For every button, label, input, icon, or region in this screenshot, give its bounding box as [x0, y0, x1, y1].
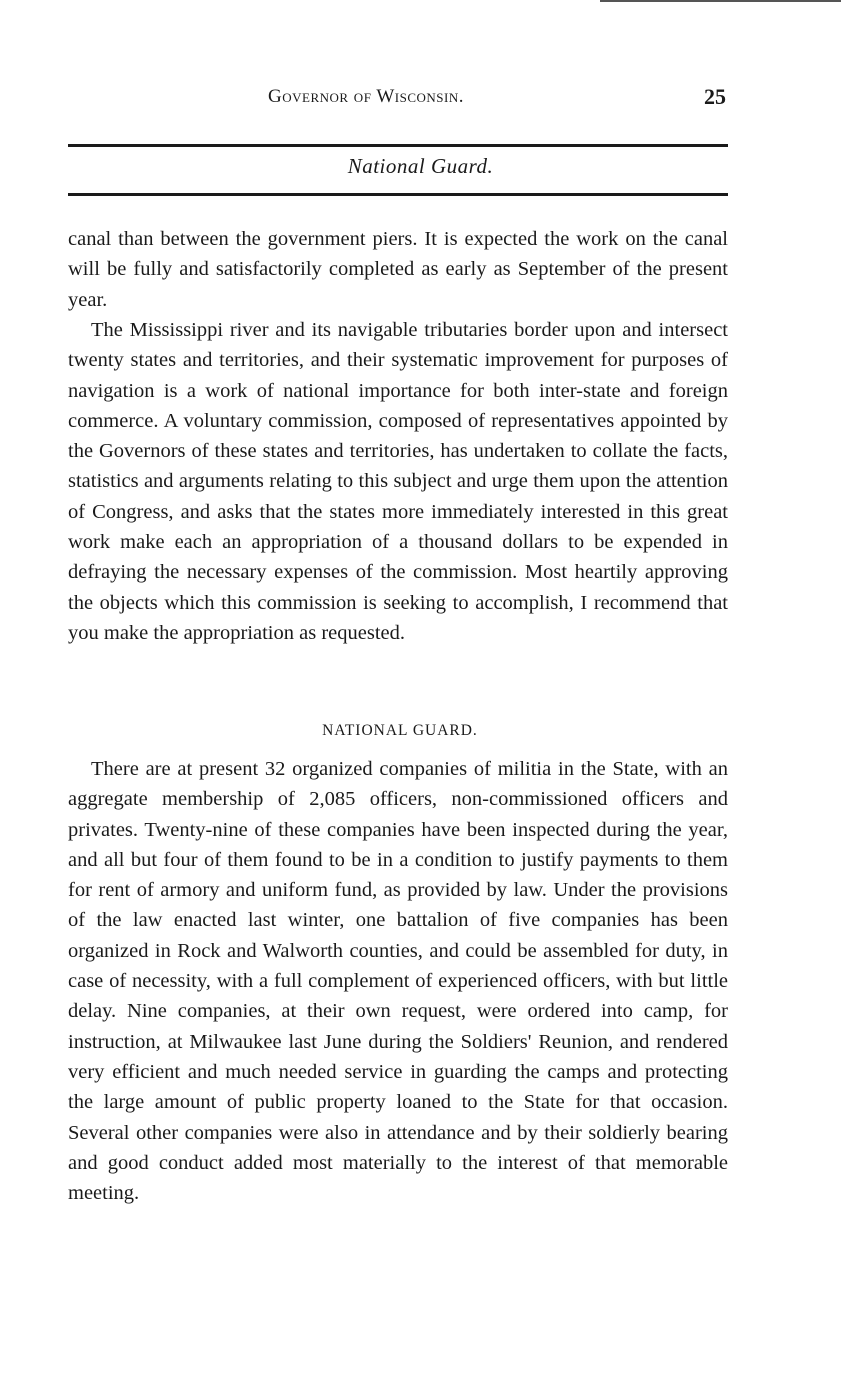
running-head: Governor of Wisconsin. [268, 86, 464, 107]
paragraph-national-guard [68, 754, 728, 1208]
paragraph-text: There are at present 32 organized companies of militia in the State, with an aggregate membership of 2,085 officers, non-commissioned officers and privates. Twenty-nine of these companies have been inspected during the year, and all but four of them found to be in a condition to justify payments to them for rent of armory and uniform fund, as provided by law. Under the provisions of the law enacted last winter, one battalion of five companies has been organized in Rock and Walworth counties, and could be assembled for duty, in case of necessity, with a full complement of experienced officers, with but little delay. Nine companies, at their own request, were ordered into camp, for instruction, at Milwaukee last June during the Soldiers' Reunion, and rendered very efficient and much needed service in guarding the camps and protecting the large amount of public property loaned to the State for that occasion. Several other companies were also in attendance and by their soldierly bearing and good conduct added most materially to the interest of that memorable meeting. [68, 758, 728, 1205]
header-rule-bottom [68, 193, 728, 196]
page-number: 25 [704, 84, 726, 109]
paragraph-continuation [68, 224, 728, 315]
paragraph-text: The Mississippi river and its navigable tributaries border upon and intersect twenty states and territories, and their systematic improvement for purposes of navigation is a work of national importance for both inter-state and foreign commerce. A voluntary commission, composed of representatives appointed by the Governors of these states and territories, has undertaken to collate the facts, statistics and arguments relating to this subject and urge them upon the attention of Congress, and asks that the states more immediately interested in this great work make each an appropriation of a thousand dollars to be expended in defraying the necessary expenses of the commission. Most heartily approving the objects which this commission is seeking to accomplish, I recommend that you make the appropriation as requested. [68, 319, 728, 644]
paragraph-text: canal than between the government piers. It is expected the work on the canal will be fully and satisfactorily completed as early as September of the present year. [68, 228, 728, 311]
paragraph-mississippi [68, 315, 728, 648]
header-rule-top [68, 144, 728, 147]
section-title: National Guard. [347, 154, 494, 178]
page-edge-line [600, 0, 841, 2]
subheading-national-guard: NATIONAL GUARD. [322, 722, 478, 739]
